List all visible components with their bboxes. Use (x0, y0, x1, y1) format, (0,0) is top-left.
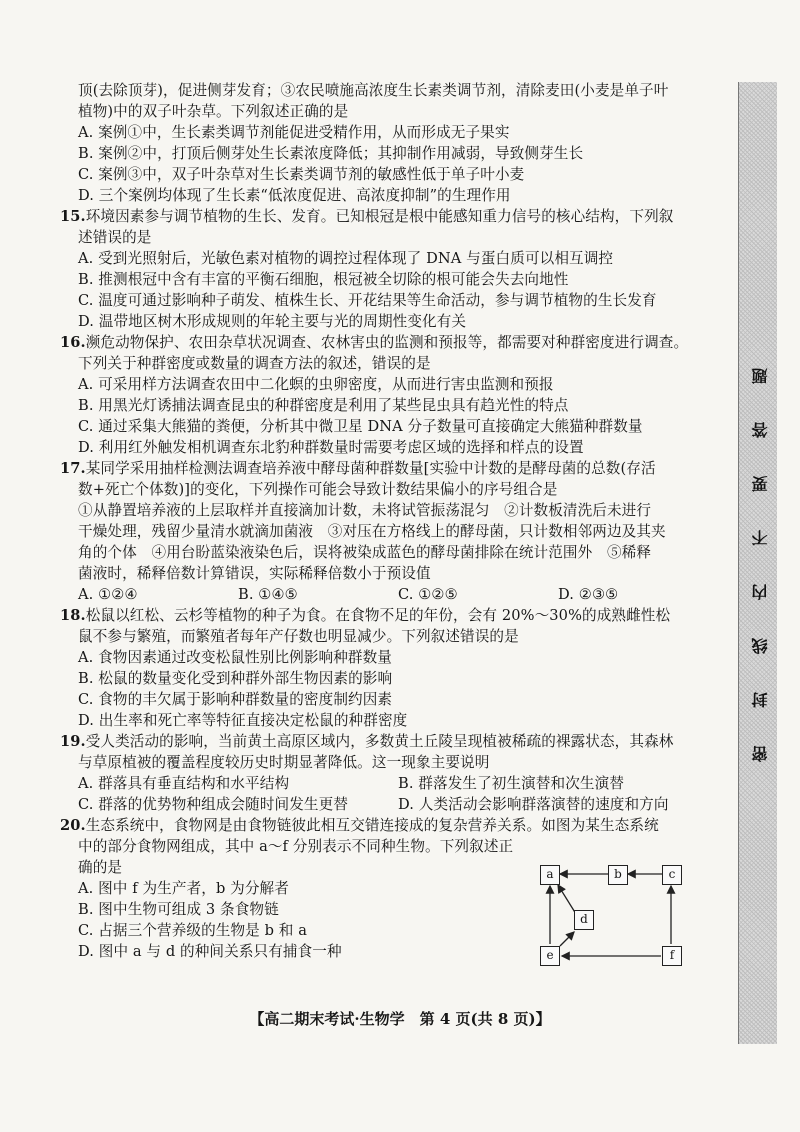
q17-stem-line: 数+死亡个体数)]的变化，下列操作可能会导致计数结果偏小的序号组合是 (78, 481, 558, 498)
q20-stem-line: 确的是 (78, 859, 123, 876)
q16-number: 16. (60, 334, 86, 351)
q20-number: 20. (60, 817, 86, 834)
q16-option-a: A. 可采用样方法调查农田中二化螟的虫卵密度，从而进行害虫监测和预报 (78, 376, 554, 393)
q20-stem-line: 中的部分食物网组成，其中 a～f 分别表示不同种生物。下列叙述正 (78, 838, 514, 855)
q16-stem-line: 濒危动物保护、农田杂草状况调查、农林害虫的监测和预报等，都需要对种群密度进行调查。 (85, 334, 689, 351)
q19-option-b: B. 群落发生了初生演替和次生演替 (398, 775, 625, 792)
q14-option-b: B. 案例②中，打顶后侧芽处生长素浓度降低；其抑制作用减弱，导致侧芽生长 (78, 145, 584, 162)
q18-stem (60, 605, 718, 626)
q16-stem (60, 332, 718, 353)
q19-option-d: D. 人类活动会影响群落演替的速度和方向 (398, 796, 669, 813)
q17-option-c: C. ①②⑤ (398, 586, 458, 603)
q18-option-c: C. 食物的丰欠属于影响种群数量的密度制约因素 (78, 691, 393, 708)
q14-option-c: C. 案例③中，双子叶杂草对生长素类调节剂的敏感性低于单子叶小麦 (78, 166, 525, 183)
q15-option-a: A. 受到光照射后，光敏色素对植物的调控过程体现了 DNA 与蛋白质可以相互调控 (78, 250, 614, 267)
q17-stem-line: 菌液时，稀释倍数计算错误，实际稀释倍数小于预设值 (78, 565, 431, 582)
node-f: f (662, 946, 682, 966)
q18-option-b: B. 松鼠的数量变化受到种群外部生物因素的影响 (78, 670, 393, 687)
q15-stem-line: 述错误的是 (78, 229, 152, 246)
q20-stem-line: 生态系统中，食物网是由食物链彼此相互交错连接成的复杂营养关系。如图为某生态系统 (85, 817, 659, 834)
q19-options-row (78, 794, 718, 815)
q19-stem-line: 与草原植被的覆盖程度较历史时期显著降低。这一现象主要说明 (78, 754, 490, 771)
q17-stem-line: 某同学采用抽样检测法调查培养液中酵母菌种群数量[实验中计数的是酵母菌的总数(存活 (85, 460, 656, 477)
arrow-e-to-d (560, 932, 574, 946)
q17-stem-line: 干燥处理，残留少量清水就滴加菌液 ③对压在方格线上的酵母菌，只计数相邻两边及其夹 (78, 523, 666, 540)
q14-option-a: A. 案例①中，生长素类调节剂能促进受精作用，从而形成无子果实 (78, 124, 510, 141)
q15-number: 15. (60, 208, 86, 225)
q15-stem (60, 206, 718, 227)
intro-line: 植物)中的双子叶杂草。下列叙述正确的是 (78, 103, 349, 120)
q16-option-c: C. 通过采集大熊猫的粪便，分析其中微卫星 DNA 分子数量可直接确定大熊猫种群数量 (78, 418, 643, 435)
q17-option-b: B. ①④⑤ (238, 586, 298, 603)
q19-stem (60, 731, 718, 752)
q17-stem-line: 角的个体 ④用台盼蓝染液染色后，误将被染成蓝色的酵母菌排除在统计范围外 ⑤稀释 (78, 544, 652, 561)
q15-option-b: B. 推测根冠中含有丰富的平衡石细胞，根冠被全切除的根可能会失去向地性 (78, 271, 569, 288)
q15-stem-line: 环境因素参与调节植物的生长、发育。已知根冠是根中能感知重力信号的核心结构，下列叙 (85, 208, 674, 225)
q20-option-b: B. 图中生物可组成 3 条食物链 (78, 901, 279, 918)
q17-stem (60, 458, 718, 479)
node-a: a (540, 865, 560, 885)
q18-stem-line: 松鼠以红松、云杉等植物的种子为食。在食物不足的年份，会有 20%～30%的成熟雌性松 (85, 607, 671, 624)
question-block (60, 80, 718, 962)
q16-option-b: B. 用黑光灯诱捕法调查昆虫的种群密度是利用了某些昆虫具有趋光性的特点 (78, 397, 569, 414)
node-e: e (540, 946, 560, 966)
q16-stem-line: 下列关于种群密度或数量的调查方法的叙述，错误的是 (78, 355, 431, 372)
q20-option-a: A. 图中 f 为生产者，b 为分解者 (78, 880, 289, 897)
intro-line: 顶(去除顶芽)，促进侧芽发育；③农民喷施高浓度生长素类调节剂，清除麦田(小麦是单子叶 (78, 82, 669, 99)
food-web-diagram (528, 858, 698, 978)
page-footer: 【高二期末考试·生物学 第 4 页(共 8 页)】 (249, 1010, 551, 1028)
q20-option-c: C. 占据三个营养级的生物是 b 和 a (78, 922, 308, 939)
q19-option-a: A. 群落具有垂直结构和水平结构 (78, 775, 290, 792)
q16-option-d: D. 利用红外触发相机调查东北豹种群数量时需要考虑区域的选择和样点的设置 (78, 439, 584, 456)
q19-number: 19. (60, 733, 86, 750)
q20-option-d: D. 图中 a 与 d 的种间关系只有捕食一种 (78, 943, 342, 960)
q14-option-d: D. 三个案例均体现了生长素“低浓度促进、高浓度抑制”的生理作用 (78, 187, 511, 204)
node-c: c (662, 865, 682, 885)
q17-options (78, 584, 718, 605)
q18-option-a: A. 食物因素通过改变松鼠性别比例影响种群数量 (78, 649, 392, 666)
q17-stem-line: ①从静置培养液的上层取样并直接滴加计数，未将试管振荡混匀 ②计数板清洗后未进行 (78, 502, 652, 519)
q17-number: 17. (60, 460, 86, 477)
q18-number: 18. (60, 607, 86, 624)
node-d: d (574, 910, 594, 930)
q17-option-d: D. ②③⑤ (558, 586, 619, 603)
q19-options-row (78, 773, 718, 794)
node-b: b (608, 865, 628, 885)
seal-strip-label: 密封线内不要答题 (751, 330, 770, 762)
q20-stem (60, 815, 718, 836)
q18-option-d: D. 出生率和死亡率等特征直接决定松鼠的种群密度 (78, 712, 408, 729)
q15-option-d: D. 温带地区树木形成规则的年轮主要与光的周期性变化有关 (78, 313, 467, 330)
q19-stem-line: 受人类活动的影响，当前黄土高原区域内，多数黄土丘陵呈现植被稀疏的裸露状态，其森林 (85, 733, 674, 750)
q15-option-c: C. 温度可通过影响种子萌发、植株生长、开花结果等生命活动，参与调节植物的生长发育 (78, 292, 657, 309)
q18-stem-line: 鼠不参与繁殖，而繁殖者每年产仔数也明显减少。下列叙述错误的是 (78, 628, 519, 645)
q19-option-c: C. 群落的优势物种组成会随时间发生更替 (78, 796, 349, 813)
q17-option-a: A. ①②④ (78, 586, 138, 603)
